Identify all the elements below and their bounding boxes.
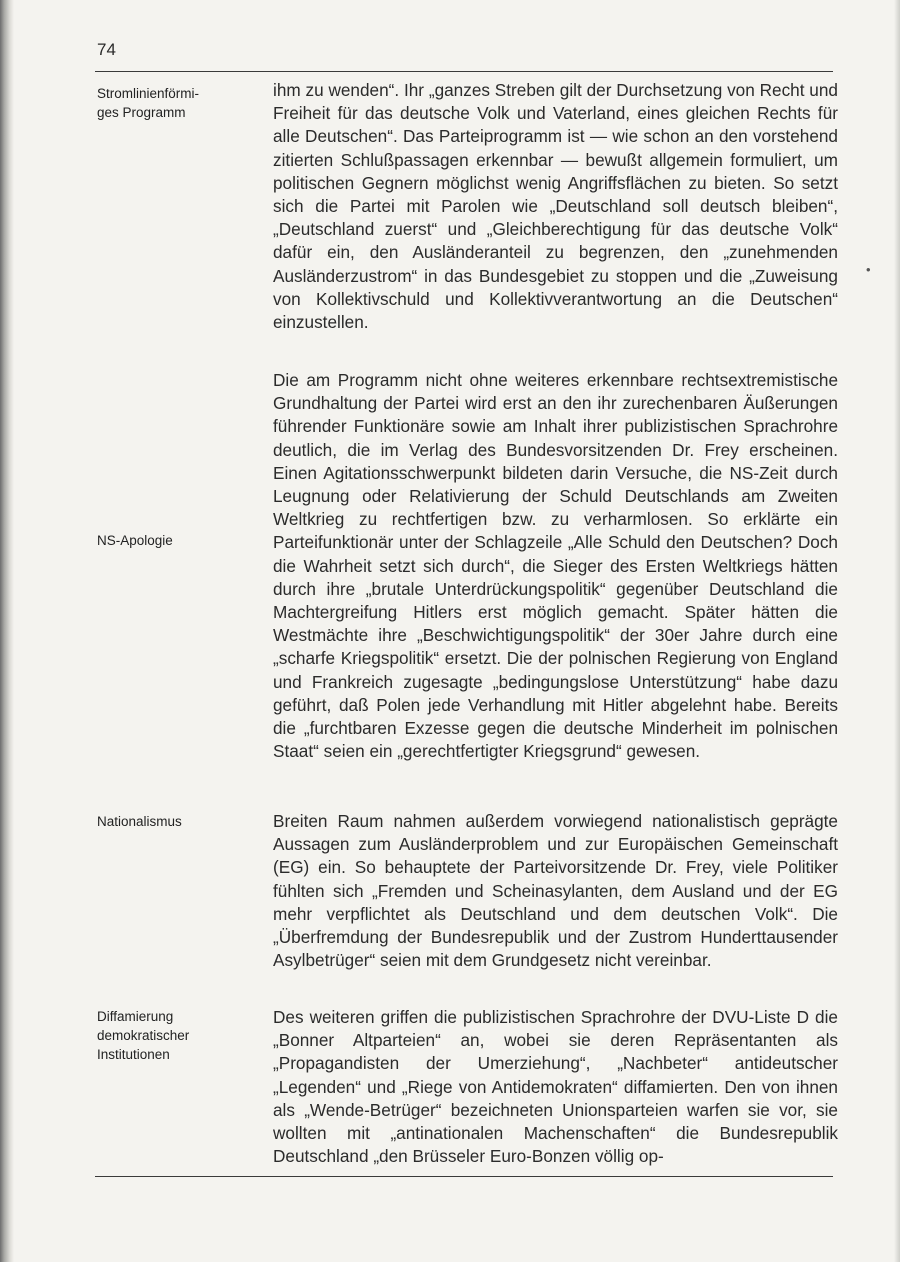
paragraph-1: ihm zu wenden“. Ihr „ganzes Streben gilt der Durchsetzung von Recht und Freiheit für das deutsche Volk und Vaterland, eines gleichen Rechts für alle Deutschen“. Das Parteiprogramm ist — wie schon an den vorstehend zitierten Schlußpassagen erkennbar — bewußt allgemein formuliert, um politischen Gegnern möglichst wenig Angriffsflächen zu bieten. So setzt sich die Partei mit Parolen wie „Deutschland soll deutsch bleiben“, „Deutschland zuerst“ und „Gleichberechtigung für das deutsche Volk“ dafür ein, den Ausländeranteil zu begrenzen, den „zunehmenden Ausländerzustrom“ in das Bundesgebiet zu stoppen und die „Zuweisung von Kollektivschuld und Kollektivverantwortung an die Deutschen“ einzustellen. xyxy=(273,80,838,333)
header-rule xyxy=(95,71,833,72)
paragraph-4: Des weiteren griffen die publizistischen Sprachrohre der DVU-Liste D die „Bonner Altparteien“ an, wobei sie deren Repräsentanten als „Propagandisten der Umerziehung“, „Nachbeter“ antideutscher „Legenden“ und „Riege von Antidemokraten“ diffamierten. Den von ihnen als „Wende-Betrüger“ bezeichneten Unionsparteien warfen sie vor, sie wollten mit „antinationalen Machenschaften“ die Bundesrepublik Deutschland „den Brüsseler Euro-Bonzen völlig op- xyxy=(273,1007,838,1167)
page-edge-shadow xyxy=(894,0,900,1262)
margin-note-stromlinienfoermiges-programm: Stromlinienförmi- ges Programm xyxy=(97,86,200,120)
margin-note-diffamierung: Diffamierung demokratischer Institutionen xyxy=(97,1009,190,1062)
page-number: 74 xyxy=(97,40,116,59)
binding-shadow xyxy=(0,0,14,1262)
stray-mark: • xyxy=(866,262,871,277)
margin-note-nationalismus: Nationalismus xyxy=(97,814,182,829)
paragraph-2: Die am Programm nicht ohne weiteres erkennbare rechtsextremistische Grundhaltung der Partei wird erst an den ihr zurechenbaren Äußerungen führender Funktionäre sowie am Inhalt ihrer publizistischen Sprachrohre deutlich, die im Verlag des Bundesvorsitzenden Dr. Frey erscheinen. Einen Agitationsschwerpunkt bildeten darin Versuche, die NS-Zeit durch Leugnung oder Relativierung der Schuld Deutschlands am Zweiten Weltkrieg zu rechtfertigen bzw. zu verharmlosen. So erklärte ein Parteifunktionär unter der Schlagzeile „Alle Schuld den Deutschen? Doch die Wahrheit setzt sich durch“, die Sieger des Ersten Weltkriegs hätten durch ihre „brutale Unterdrückungspolitik“ gegenüber Deutschland die Machtergreifung Hitlers erst möglich gemacht. Später hätten die Westmächte ihre „Beschwichtigungspolitik“ der 30er Jahre durch eine „scharfe Kriegspolitik“ ersetzt. Die der polnischen Regierung von England und Frankreich zugesagte „bedingungslose Unterstützung“ habe dazu geführt, daß Polen jede Verhandlung mit Hitler abgelehnt habe. Bereits die „furchtbaren Exzesse gegen die deutsche Minderheit im polnischen Staat“ seien ein „gerechtfertigter Kriegsgrund“ gewesen. xyxy=(273,370,838,762)
footer-rule xyxy=(95,1176,833,1177)
margin-note-ns-apologie: NS-Apologie xyxy=(97,533,173,548)
paragraph-3: Breiten Raum nahmen außerdem vorwiegend nationalistisch geprägte Aussagen zum Ausländerproblem und zur Europäischen Gemeinschaft (EG) ein. So behauptete der Parteivorsitzende Dr. Frey, viele Politiker fühlten sich „Fremden und Scheinasylanten, dem Ausland und der EG mehr verpflichtet als Deutschland und dem deutschen Volk“. Die „Überfremdung der Bundesrepublik und der Zustrom Hunderttausender Asylbetrüger“ seien mit dem Grundgesetz nicht vereinbar. xyxy=(273,811,838,971)
